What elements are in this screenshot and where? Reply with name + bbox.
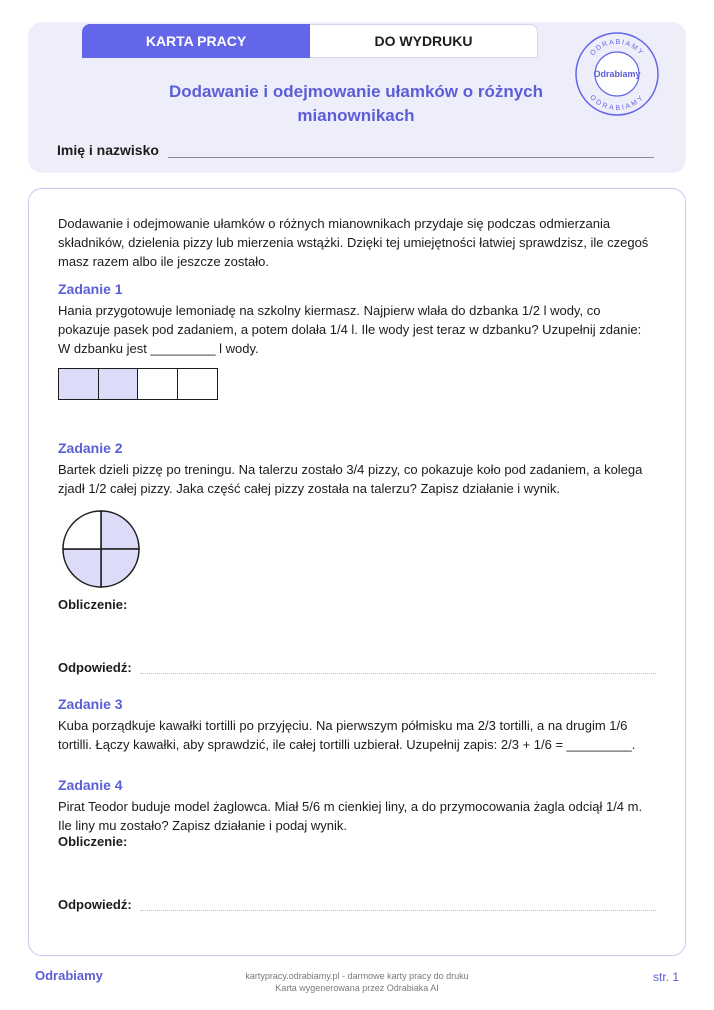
stamp-ring-bottom: ODRABIAMY bbox=[588, 94, 646, 113]
task-line: pokazuje pasek pod zadaniem, a potem dolała 1/4 l. Ile wody jest teraz w dzbanku? Uzupełnij zdanie: bbox=[58, 322, 642, 337]
task-line: Kuba porządkuje kawałki tortilli po przyjęciu. Na pierwszym półmisku ma 2/3 tortilli, a na drugim 1/6 bbox=[58, 718, 628, 733]
bar-segment-empty bbox=[177, 368, 218, 400]
fraction-bar bbox=[58, 368, 218, 400]
name-line[interactable] bbox=[168, 157, 654, 158]
task-4-calc-label: Obliczenie: bbox=[58, 834, 128, 849]
intro-line: masz razem albo ile jeszcze zostało. bbox=[58, 254, 269, 269]
task-line: W dzbanku jest _________ l wody. bbox=[58, 341, 259, 356]
name-label: Imię i nazwisko bbox=[57, 142, 159, 158]
task-4-answer-label: Odpowiedź: bbox=[58, 897, 132, 912]
bar-segment-empty bbox=[137, 368, 178, 400]
pie-slice-filled bbox=[101, 511, 139, 549]
title-line-2: mianownikach bbox=[297, 106, 415, 125]
bar-segment-filled bbox=[98, 368, 139, 400]
tab-worksheet[interactable]: KARTA PRACY bbox=[82, 24, 310, 58]
task-3-heading: Zadanie 3 bbox=[58, 696, 123, 712]
tab-print[interactable]: DO WYDRUKU bbox=[310, 24, 538, 58]
intro-line: Dodawanie i odejmowanie ułamków o różnych mianownikach przydaje się podczas odmierzania bbox=[58, 216, 611, 231]
task-1-text bbox=[58, 301, 658, 358]
page-number: str. 1 bbox=[652, 970, 679, 984]
task-4-heading: Zadanie 4 bbox=[58, 777, 123, 793]
task-line: Ile liny mu zostało? Zapisz działanie i podaj wynik. bbox=[58, 818, 348, 833]
odrabiamy-stamp-logo bbox=[574, 31, 660, 117]
intro-paragraph bbox=[58, 214, 658, 271]
task-line: Bartek dzieli pizzę po treningu. Na talerzu zostało 3/4 pizzy, co pokazuje koło pod zadaniem, a kolega bbox=[58, 462, 643, 477]
footer-info bbox=[207, 970, 507, 994]
stamp-ring-top: ODRABIAMY bbox=[589, 38, 645, 58]
footer-generated: Karta wygenerowana przez Odrabiaka AI bbox=[275, 983, 439, 993]
intro-line: składników, dzielenia pizzy lub mierzenia wstążki. Dzięki tej umiejętności łatwiej sprawdzisz, ile czegoś bbox=[58, 235, 649, 250]
task-line: Pirat Teodor buduje model żaglowca. Miał 5/6 m cienkiej liny, a do przymocowania żagla odciął 1/4 m. bbox=[58, 799, 643, 814]
answer-line[interactable] bbox=[140, 673, 656, 674]
footer-brand[interactable]: Odrabiamy bbox=[35, 968, 103, 983]
title-line-1: Dodawanie i odejmowanie ułamków o różnych bbox=[168, 82, 544, 101]
task-line: tortilli. Łączy kawałki, aby sprawdzić, ile całej tortilli uzbierał. Uzupełnij zapis: 2/3 + 1/6 = _________. bbox=[58, 737, 636, 752]
task-4-text bbox=[58, 797, 658, 835]
pie-slice-empty bbox=[63, 511, 101, 549]
pie-slice-filled bbox=[101, 549, 139, 587]
task-3-text bbox=[58, 716, 658, 754]
task-2-answer-label: Odpowiedź: bbox=[58, 660, 132, 675]
stamp-center-text: Odrabiamy bbox=[593, 69, 641, 79]
task-2-text bbox=[58, 460, 658, 498]
task-line: Hania przygotowuje lemoniadę na szkolny kiermasz. Najpierw wlała do dzbanka 1/2 l wody, co bbox=[58, 303, 601, 318]
task-1-heading: Zadanie 1 bbox=[58, 281, 123, 297]
fraction-pie bbox=[61, 509, 141, 589]
bar-segment-filled bbox=[58, 368, 99, 400]
task-line: zjadł 1/2 całej pizzy. Jaka część całej pizzy została na talerzu? Zapisz działanie i wynik. bbox=[58, 481, 560, 496]
task-2-calc-label: Obliczenie: bbox=[58, 597, 128, 612]
answer-line[interactable] bbox=[140, 910, 656, 911]
footer-site: kartypracy.odrabiamy.pl - darmowe karty pracy do druku bbox=[245, 971, 469, 981]
task-2-heading: Zadanie 2 bbox=[58, 440, 123, 456]
pie-slice-filled bbox=[63, 549, 101, 587]
page-title bbox=[140, 80, 572, 128]
